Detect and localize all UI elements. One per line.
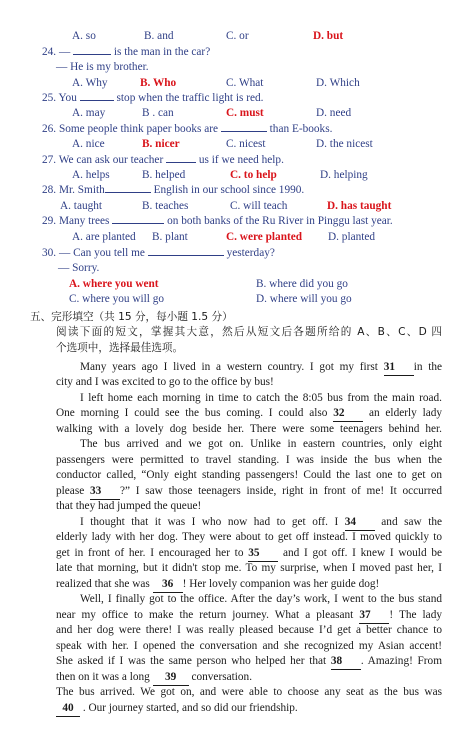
- q28-option-a: A. taught: [60, 200, 103, 212]
- q24-question: [42, 45, 210, 60]
- passage-text: She asked if I was the same person who helped her that: [56, 655, 327, 667]
- passage-text: get in front of her. I encouraged her to: [56, 547, 244, 559]
- passage-line: passengers were permitted to travel standing. I was inside the bus when the: [56, 454, 442, 466]
- passage-line: [80, 515, 442, 531]
- q26-question: [42, 122, 332, 137]
- q30-option-b: B. where did you go: [256, 278, 348, 290]
- section-instruction-line1: 阅读下面的短文，掌握其大意，然后从短文后各题所给的 A、B、C、D 四: [56, 326, 442, 338]
- q26-text-end: than E-books.: [269, 123, 333, 135]
- q29-question: [42, 214, 393, 229]
- q27-option-c-answer: C. to help: [230, 169, 277, 181]
- q24-text: is the man in the car?: [113, 46, 211, 58]
- q29-option-c-answer: C. were planted: [226, 231, 303, 243]
- q25-question: [42, 91, 263, 106]
- q26-text-start: 26. Some people think paper books are: [42, 123, 219, 135]
- q24-dash: —: [58, 46, 71, 58]
- passage-line: and her dog were there! I was really pleased because I’d get a better chance to: [56, 624, 442, 636]
- q23-option-d-answer: D. but: [313, 30, 344, 42]
- passage-text: Many years ago I lived in a western country. I got my first: [80, 361, 378, 373]
- q24-option-b-answer: B. Who: [140, 77, 177, 89]
- passage-text: . Our journey started, and so did our friendship.: [82, 702, 298, 714]
- q27-option-a: A. helps: [72, 169, 110, 181]
- passage-text: then on it was a long: [56, 671, 150, 683]
- q26-option-b-answer: B. nicer: [142, 138, 180, 150]
- passage-line: [56, 701, 298, 717]
- q30-reply: — Sorry.: [58, 262, 100, 274]
- q28-option-b: B. teaches: [142, 200, 189, 212]
- blank-38: 38: [331, 654, 361, 670]
- q28-option-c: C. will teach: [230, 200, 288, 212]
- passage-line: [56, 546, 442, 562]
- section-instruction-line2: 个选项中，选择最佳选项。: [56, 342, 184, 354]
- passage-line: [56, 654, 442, 670]
- q24-reply: — He is my brother.: [56, 61, 149, 73]
- passage-text: conversation.: [191, 671, 253, 683]
- blank-35: 35: [248, 546, 278, 562]
- passage-line: city and I was excited to go to the office by bus!: [56, 376, 274, 388]
- q25-text-start: 25. You: [42, 92, 77, 104]
- q26-option-d: D. the nicest: [316, 138, 373, 150]
- q30-option-c: C. where you will go: [69, 293, 165, 305]
- passage-line: speak with her. I opened the conversation and she recognized my Asian accent!: [56, 640, 442, 652]
- q27-text-start: 27. We can ask our teacher: [42, 154, 164, 166]
- passage-text: realized that she was: [56, 578, 150, 590]
- passage-text: ?” I saw those teenagers inside, right in front of me! It occurred: [119, 485, 442, 497]
- section-title: 五、完形填空（共 15 分，每小题 1.5 分）: [30, 311, 233, 323]
- passage-line: [56, 484, 442, 500]
- passage-text: in the: [413, 361, 443, 373]
- passage-line: Well, I finally got to the office. After the day’s work, I went to the bus stand: [80, 593, 442, 605]
- q30-text-end: yesterday?: [226, 247, 275, 259]
- passage-text: I thought that it was I who now had to get off. I: [80, 516, 339, 528]
- q23-option-b: B. and: [144, 30, 174, 42]
- passage-line: conductor called, “Only eight standing passengers! Could the last one to get on: [56, 469, 442, 481]
- blank-40: 40: [56, 701, 80, 717]
- passage-line: that they had jumped the queue!: [56, 500, 202, 512]
- passage-line: [56, 406, 442, 422]
- passage-line: elderly lady with her dog. They were about to get off instead. I moved quickly to: [56, 531, 442, 543]
- q29-text-end: on both banks of the Ru River in Pinggu last year.: [167, 215, 393, 227]
- q28-option-d-answer: D. has taught: [327, 200, 392, 212]
- q30-option-d: D. where will you go: [256, 293, 352, 305]
- q27-option-d: D. helping: [320, 169, 368, 181]
- passage-text: One morning I could see the bus coming. I could also: [56, 407, 328, 419]
- q27-text-end: us if we need help.: [198, 154, 284, 166]
- blank-34: 34: [345, 515, 375, 531]
- passage-text: near my office to make the return journey. What a pleasant: [56, 609, 354, 621]
- passage-line: The bus arrived. We got on, and were able to choose any seat as the bus was: [56, 686, 442, 698]
- q29-option-b: B. plant: [152, 231, 188, 243]
- blank-32: 32: [333, 406, 363, 422]
- passage-text: and saw the: [381, 516, 442, 528]
- q25-blank: [80, 100, 114, 101]
- q24-number: 24.: [42, 46, 57, 58]
- passage-line: The bus arrived and we got on. Unlike in eastern countries, only eight: [80, 438, 442, 450]
- q27-blank: [166, 162, 196, 163]
- passage-text: ! Her lovely companion was her guide dog!: [182, 578, 380, 590]
- q23-option-c: C. or: [226, 30, 249, 42]
- passage-line: [56, 608, 442, 624]
- q28-text-start: 28. Mr. Smith: [42, 184, 105, 196]
- blank-39: 39: [153, 670, 189, 686]
- q30-blank: [148, 255, 224, 256]
- passage-text: an elderly lady: [368, 407, 443, 419]
- q24-blank: [73, 54, 111, 55]
- q30-option-a-answer: A. where you went: [69, 278, 159, 290]
- q28-text-end: English in our school since 1990.: [153, 184, 305, 196]
- q29-text-start: 29. Many trees: [42, 215, 110, 227]
- q30-text-start: 30. — Can you tell me: [42, 247, 145, 259]
- passage-line: [56, 670, 252, 686]
- blank-33: 33: [90, 484, 120, 500]
- q29-option-d: D. planted: [328, 231, 376, 243]
- blank-36: 36: [153, 577, 183, 593]
- q30-question: [42, 246, 275, 261]
- q25-option-c-answer: C. must: [226, 107, 264, 119]
- q25-option-b: B . can: [142, 107, 174, 119]
- q27-option-b: B. helped: [142, 169, 186, 181]
- q25-option-a: A. may: [72, 107, 106, 119]
- passage-line: I left home each morning in time to catch the 8:05 bus from the main road.: [80, 392, 442, 404]
- q24-option-c: C. What: [226, 77, 264, 89]
- passage-line: late that morning, but it didn't stop me. To my surprise, when I moved past her, I: [56, 562, 442, 574]
- q25-text-end: stop when the traffic light is red.: [116, 92, 264, 104]
- q26-option-a: A. nice: [72, 138, 105, 150]
- q24-option-d: D. Which: [316, 77, 360, 89]
- q29-option-a: A. are planted: [72, 231, 136, 243]
- passage-text: ! The lady: [389, 609, 442, 621]
- blank-37: 37: [359, 608, 389, 624]
- q28-question: [42, 183, 304, 198]
- passage-text: . Amazing! From: [360, 655, 442, 667]
- q29-blank: [112, 223, 164, 224]
- passage-text: and I got off. I knew I would be: [282, 547, 442, 559]
- passage-text: please: [56, 485, 85, 497]
- q28-blank: [105, 192, 151, 193]
- passage-line: walking with a lovely dog beside her. There were some teenagers behind her.: [56, 423, 442, 435]
- passage-line: [80, 360, 442, 376]
- q26-blank: [221, 131, 267, 132]
- q23-option-a: A. so: [72, 30, 96, 42]
- blank-31: 31: [384, 360, 414, 376]
- q26-option-c: C. nicest: [226, 138, 266, 150]
- q24-option-a: A. Why: [72, 77, 108, 89]
- q27-question: [42, 153, 284, 168]
- passage-line: [56, 577, 379, 593]
- q25-option-d: D. need: [316, 107, 352, 119]
